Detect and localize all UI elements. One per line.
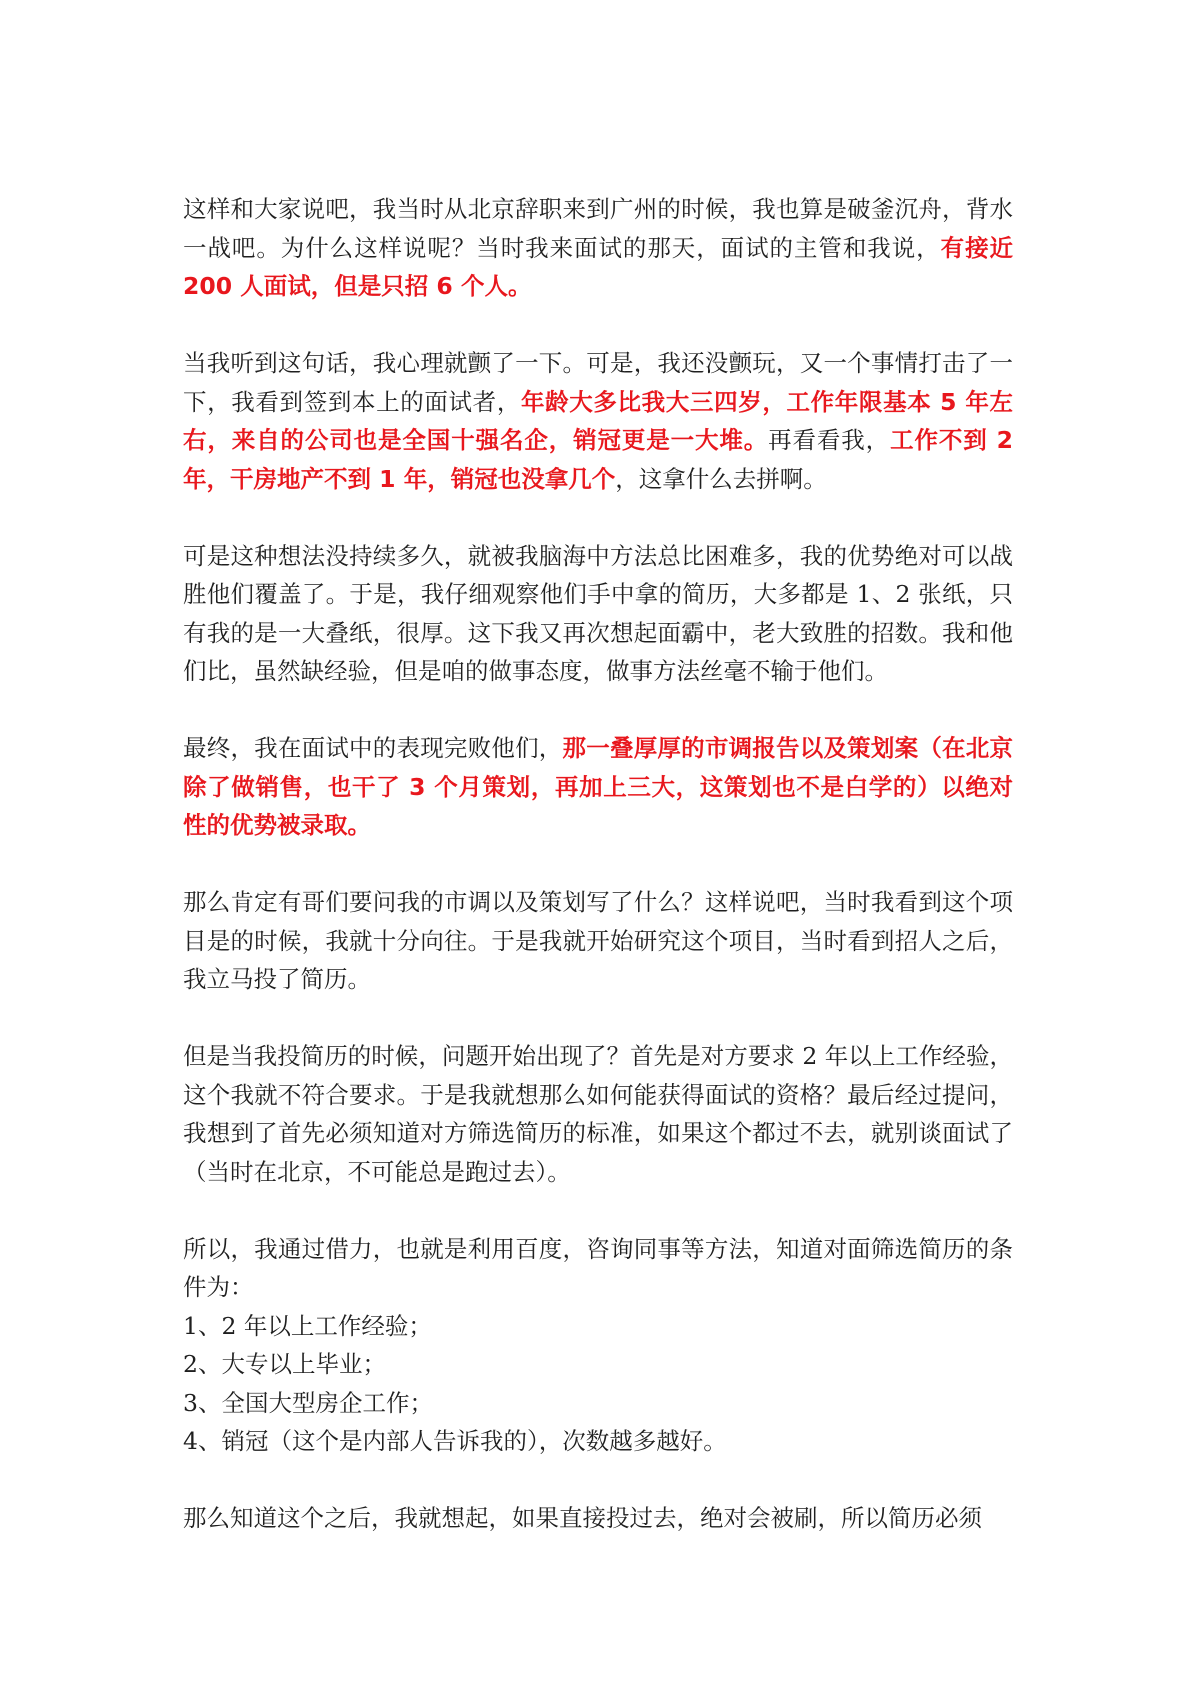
list-item: 2、大专以上毕业；: [183, 1350, 386, 1378]
body-text: 可是这种想法没持续多久，就被我脑海中方法总比困难多，我的优势绝对可以战胜他们覆盖了。于是，我仔细观察他们手中拿的简历，大多都是 1、2 张纸，只有我的是一大叠纸，很厚。这下我又再次想起面霸中，老大致胜的招数。我和他们比，虽然缺经验，但是咱的做事态度，做事方法丝毫不输于他们。: [183, 541, 1013, 685]
document-page: [183, 190, 1013, 1576]
body-paragraph: [183, 190, 1013, 306]
list-intro-paragraph: 所以，我通过借力，也就是利用百度，咨询同事等方法，知道对面筛选简历的条件为：: [183, 1234, 1013, 1301]
highlighted-text: 年龄大多比我大三四岁，工作年限基本 5 年左右，来自的公司也是全国十强名企，销冠更是一大堆。: [183, 387, 1013, 454]
highlighted-text: 有接近 200 人面试，但是只招 6 个人。: [183, 233, 1014, 300]
body-text: 最终，我在面试中的表现完败他们，: [183, 734, 563, 762]
highlighted-text: 工作不到 2 年，干房地产不到 1 年，销冠也没拿几个: [183, 426, 1014, 493]
highlighted-text: 那一叠厚厚的市调报告以及策划案（在北京除了做销售，也干了 3 个月策划，再加上三大，这策划也不是白学的）以绝对性的优势被录取。: [183, 734, 1014, 839]
list-item: 3、全国大型房企工作；: [183, 1388, 433, 1417]
body-text: 那么肯定有哥们要问我的市调以及策划写了什么？这样说吧，当时我看到这个项目是的时候，我就十分向往。于是我就开始研究这个项目，当时看到招人之后，我立马投了简历。: [183, 888, 1013, 993]
list-item: 1、2 年以上工作经验；: [183, 1311, 432, 1340]
body-paragraph: [183, 729, 1013, 845]
body-paragraph: [183, 344, 1013, 498]
paragraph-group: [183, 190, 1013, 1191]
criteria-list: [183, 1307, 1013, 1461]
body-text: 这样和大家说吧，我当时从北京辞职来到广州的时候，我也算是破釜沉舟，背水一战吧。为什么这样说呢？当时我来面试的那天，面试的主管和我说，: [183, 195, 1013, 262]
body-text: 但是当我投简历的时候，问题开始出现了？首先是对方要求 2 年以上工作经验，这个我就不符合要求。于是我就想那么如何能获得面试的资格？最后经过提问，我想到了首先必须知道对方筛选简历的标准，如果这个都过不去，就别谈面试了（当时在北京，不可能总是跑过去）。: [183, 1042, 1013, 1186]
body-paragraph: [183, 883, 1013, 999]
body-paragraph: [183, 537, 1013, 691]
body-paragraph: [183, 1037, 1013, 1191]
body-text: 再看看我，: [768, 426, 891, 454]
closing-paragraph: 那么知道这个之后，我就想起，如果直接投过去，绝对会被刷，所以简历必须: [183, 1504, 982, 1532]
body-text: 当我听到这句话，我心理就颤了一下。可是，我还没颤玩，又一个事情打击了一下，我看到签到本上的面试者，: [183, 349, 1013, 416]
body-text: ，这拿什么去拼啊。: [615, 464, 827, 493]
list-item: 4、销冠（这个是内部人告诉我的），次数越多越好。: [183, 1427, 727, 1455]
